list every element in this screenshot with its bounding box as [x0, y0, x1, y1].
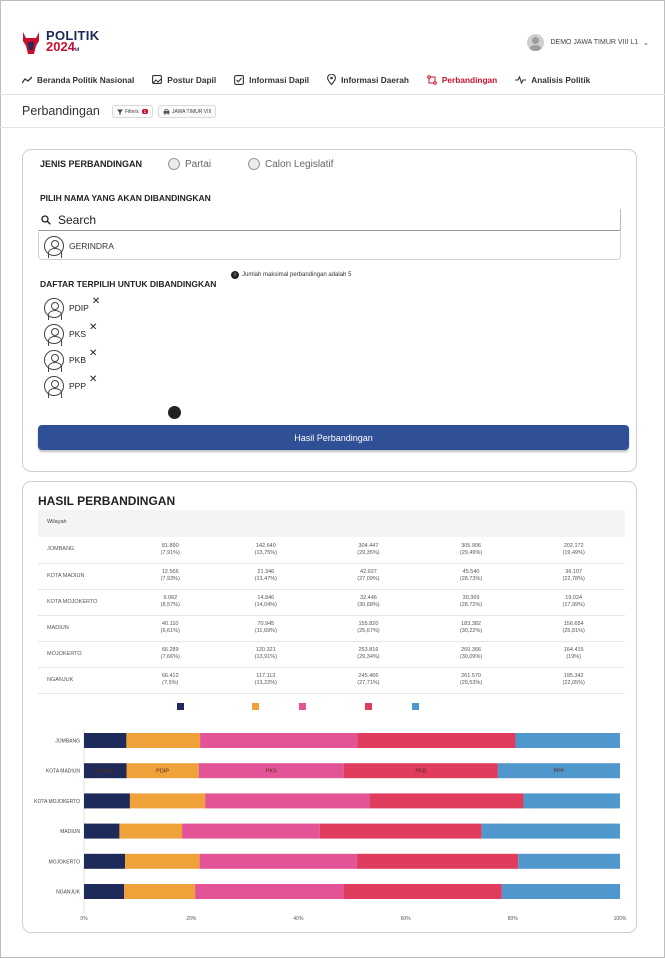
legend-swatch-5: [412, 703, 419, 710]
cell-percent: (25,67%): [357, 628, 380, 634]
legend-swatch-1: [177, 703, 184, 710]
table-cell: [522, 615, 625, 641]
bar-segment[interactable]: [200, 854, 357, 869]
cell-votes: 261.570: [461, 673, 481, 679]
logo[interactable]: [20, 30, 99, 56]
table-cell: [522, 589, 625, 615]
logo-text-politik: POLITIK: [46, 28, 100, 43]
cell-percent: (22,05%): [562, 680, 585, 686]
table-cell: [126, 589, 215, 615]
table-row: [38, 641, 625, 667]
cell-wilayah: KOTA MOJOKERTO: [38, 589, 126, 615]
cell-percent: (25,81%): [562, 628, 585, 634]
cell-votes: 155.820: [358, 621, 379, 627]
bar-segment[interactable]: [84, 854, 125, 869]
results-title: HASIL PERBANDINGAN: [38, 494, 176, 508]
segment-label: Gerindra: [94, 768, 116, 775]
table-cell: [126, 615, 215, 641]
cell-percent: (14,04%): [254, 602, 277, 608]
remove-icon[interactable]: ✕: [89, 321, 98, 333]
cell-percent: (29,53%): [459, 680, 483, 686]
radio-circle[interactable]: [168, 158, 180, 170]
cursor-dot: [168, 406, 181, 419]
cell-percent: (29,49%): [459, 549, 483, 556]
cell-votes: 304.447: [358, 542, 379, 549]
cell-percent: (29,34%): [357, 654, 380, 660]
suggestion-label: GERINDRA: [69, 240, 114, 251]
remove-icon[interactable]: ✕: [89, 347, 98, 359]
cell-percent: (19,49%): [562, 549, 585, 556]
cell-votes: 70.945: [257, 621, 275, 627]
cell-votes: 245.466: [358, 673, 379, 679]
nav-label: Informasi Daerah: [341, 74, 409, 85]
bar-segment[interactable]: [518, 854, 620, 869]
table-cell: [317, 641, 420, 667]
x-tick-label: 60%: [400, 916, 411, 923]
segment-label: PDIP: [156, 768, 170, 775]
x-tick-label: 40%: [293, 916, 304, 923]
bar-segment[interactable]: [482, 824, 620, 839]
segment-label: PKS: [265, 768, 277, 775]
user-avatar-icon: [44, 298, 64, 318]
table-cell: [126, 563, 215, 589]
table-cell: [522, 563, 625, 589]
cell-votes: 9.062: [163, 595, 178, 601]
user-name: DEMO JAWA TIMUR VIII L1: [550, 39, 639, 46]
cell-wilayah: MOJOKERTO: [38, 641, 126, 667]
cell-votes: 66.412: [161, 673, 179, 679]
bar-segment[interactable]: [125, 854, 200, 869]
category-label: MADIUN: [60, 829, 80, 836]
table-cell: [317, 537, 420, 563]
user-avatar-icon: [44, 376, 64, 396]
cell-wilayah: MADIUN: [38, 615, 126, 641]
table-row: [38, 667, 625, 693]
nav-item-postur-dapil[interactable]: [152, 74, 216, 85]
info-text: Jumlah maksimal perbandingan adalah 5: [242, 272, 352, 278]
vehicle-icon: [163, 109, 170, 115]
selected-item-pks: [44, 321, 98, 344]
nav-label: Postur Dapil: [167, 74, 217, 85]
search-placeholder: Search: [58, 212, 97, 227]
logo-text-suffix: id: [74, 47, 80, 53]
cell-percent: (19%): [566, 654, 582, 660]
bar-segment[interactable]: [502, 884, 620, 899]
selected-label: PDIP: [69, 303, 89, 313]
cell-votes: 36.107: [565, 569, 583, 575]
filters-label: Filters: [125, 108, 139, 115]
selected-label: PKS: [69, 329, 87, 339]
cell-votes: 32.446: [360, 595, 377, 601]
remove-icon[interactable]: ✕: [89, 373, 98, 385]
cell-votes: 195.342: [563, 673, 584, 679]
cell-percent: (7,91%): [160, 549, 180, 556]
bar-segment[interactable]: [195, 884, 344, 899]
nav-item-beranda[interactable]: [22, 74, 134, 85]
cell-votes: 66.289: [161, 647, 179, 653]
results-panel: [22, 481, 637, 933]
user-avatar-icon: [44, 236, 64, 256]
table-cell: [420, 537, 523, 563]
cell-percent: (30,09%): [459, 654, 483, 660]
cell-votes: 142.640: [255, 542, 276, 549]
table-cell: [215, 537, 318, 563]
cell-votes: 12.566: [161, 569, 179, 575]
filters-button[interactable]: [112, 105, 153, 118]
radio-partai[interactable]: [168, 158, 211, 170]
cell-votes: 40.110: [162, 621, 179, 627]
cell-percent: (30,22%): [459, 628, 483, 634]
selected-label: PPP: [69, 381, 87, 391]
cell-votes: 202.172: [563, 542, 584, 549]
segment-label: PPP: [553, 768, 565, 775]
x-tick-label: 20%: [186, 916, 197, 923]
x-tick-label: 80%: [507, 916, 518, 923]
cell-percent: (28,73%): [459, 576, 483, 582]
nav-item-informasi-dapil[interactable]: [234, 74, 309, 85]
table-cell: [126, 641, 215, 667]
cell-wilayah: NGANJUK: [38, 667, 126, 693]
legend-swatch-3: [299, 703, 306, 710]
page-title: Perbandingan: [22, 104, 100, 118]
cell-votes: 14.846: [257, 595, 275, 601]
cell-votes: 81.890: [161, 542, 179, 549]
nav-label: Informasi Dapil: [249, 74, 310, 85]
cell-votes: 30.369: [462, 595, 480, 601]
table-cell: [215, 667, 318, 693]
table-cell: [317, 667, 420, 693]
cell-votes: 120.321: [255, 647, 276, 653]
x-tick-label: 100%: [613, 916, 627, 923]
bar-segment[interactable]: [344, 884, 502, 899]
cell-votes: 156.654: [563, 621, 584, 627]
legend-swatch-2: [252, 703, 259, 710]
bar-segment[interactable]: [84, 824, 119, 839]
user-menu[interactable]: [527, 34, 649, 51]
table-cell: [522, 537, 625, 563]
radio-label: Calon Legislatif: [265, 158, 334, 170]
cell-votes: 117.113: [256, 673, 276, 679]
table-cell: [420, 667, 523, 693]
category-label: JOMBANG: [55, 738, 80, 745]
cell-percent: (13,75%): [254, 549, 277, 556]
image-icon: [152, 75, 162, 84]
nav-item-informasi-daerah[interactable]: [327, 74, 409, 85]
selected-item-pkb: [44, 347, 98, 370]
cell-votes: 305.906: [461, 542, 481, 549]
radio-calon-legislatif[interactable]: [248, 158, 333, 170]
filters-count-badge: 1: [143, 109, 147, 114]
trend-line-icon: [22, 76, 32, 84]
table-cell: [420, 615, 523, 641]
table-header: [38, 510, 625, 537]
logo-text-year: 2024: [46, 39, 75, 54]
cell-percent: (7,66%): [160, 654, 180, 660]
search-input[interactable]: [38, 209, 621, 231]
cell-percent: (29,35%): [357, 549, 380, 556]
region-label: JAWA TIMUR VIII: [172, 108, 212, 115]
cell-percent: (13,22%): [254, 680, 277, 686]
table-cell: [317, 589, 420, 615]
radio-circle[interactable]: [248, 158, 260, 170]
main-nav: [22, 74, 608, 85]
search-icon: [41, 215, 51, 225]
cell-votes: 164.415: [563, 647, 584, 653]
cell-percent: (28,72%): [459, 602, 483, 608]
table-cell: [420, 589, 523, 615]
divider: [0, 127, 665, 128]
comparison-form-panel: [22, 149, 637, 472]
table-cell: [522, 641, 625, 667]
user-avatar-icon: [44, 350, 64, 370]
bar-segment[interactable]: [357, 854, 518, 869]
selected-label: PKB: [69, 355, 87, 365]
pulse-icon: [515, 76, 526, 84]
table-cell: [215, 641, 318, 667]
cell-percent: (30,68%): [357, 602, 380, 608]
table-cell: [215, 563, 318, 589]
bar-segment[interactable]: [370, 793, 524, 808]
logo-bull-icon: [20, 30, 42, 56]
cell-percent: (8,57%): [160, 602, 180, 608]
cell-votes: 183.382: [461, 621, 481, 627]
table-row: [38, 563, 625, 589]
cell-wilayah: JOMBANG: [38, 537, 126, 563]
category-label: KOTA MADIUN: [45, 768, 80, 775]
table-cell: [215, 615, 318, 641]
cell-percent: (27,09%): [357, 576, 380, 582]
user-avatar-icon: [44, 324, 64, 344]
cell-percent: (6,61%): [160, 628, 180, 634]
radio-label: Partai: [185, 158, 212, 170]
bar-segment[interactable]: [119, 824, 182, 839]
bar-segment[interactable]: [320, 824, 482, 839]
selected-item-ppp: [44, 373, 98, 396]
table-cell: [317, 615, 420, 641]
cell-percent: (11,69%): [254, 628, 277, 634]
category-label: MOJOKERTO: [48, 859, 80, 866]
table-cell: [126, 667, 215, 693]
region-chip[interactable]: [158, 105, 216, 118]
bar-segment[interactable]: [205, 793, 369, 808]
max-info-note: [231, 271, 351, 279]
cell-percent: (27,71%): [357, 680, 380, 686]
daftar-terpilih-label: DAFTAR TERPILIH UNTUK DIBANDINGKAN: [40, 279, 217, 289]
info-icon: i: [231, 271, 239, 279]
cell-votes: 42.927: [360, 569, 377, 575]
bar-segment[interactable]: [357, 733, 515, 748]
compare-icon: [427, 75, 437, 85]
x-tick-label: 0%: [80, 916, 88, 923]
stacked-bar-chart: [23, 727, 636, 927]
cell-percent: (17,99%): [562, 602, 585, 608]
selected-item-pdip: [44, 295, 101, 318]
avatar: [527, 34, 544, 51]
table-cell: [317, 563, 420, 589]
category-label: KOTA MOJOKERTO: [34, 798, 80, 805]
cell-percent: (22,78%): [562, 576, 585, 582]
bar-segment[interactable]: [200, 733, 357, 748]
bar-segment[interactable]: [84, 733, 126, 748]
nav-item-perbandingan[interactable]: [427, 74, 497, 85]
bar-segment[interactable]: [130, 793, 205, 808]
nav-label: Perbandingan: [441, 74, 498, 85]
table-cell: [215, 589, 318, 615]
table-cell: [420, 563, 523, 589]
cell-votes: 260.366: [461, 647, 481, 653]
table-cell: [126, 537, 215, 563]
table-cell: [522, 667, 625, 693]
table-row: [38, 615, 625, 641]
legend-swatch-4: [365, 703, 372, 710]
cell-votes: 45.540: [462, 569, 480, 575]
bar-segment[interactable]: [84, 884, 124, 899]
segment-label: PKB: [415, 768, 427, 775]
table-cell: [420, 641, 523, 667]
category-label: NGANJUK: [56, 889, 80, 896]
checkbox-icon: [234, 75, 244, 85]
chevron-down-icon: ⌄: [643, 39, 649, 47]
cell-percent: (13,91%): [254, 654, 277, 660]
bar-segment[interactable]: [84, 793, 130, 808]
bar-segment[interactable]: [182, 824, 320, 839]
results-table: [38, 537, 625, 694]
cell-percent: (7,5%): [162, 680, 179, 686]
cell-votes: 19.024: [565, 595, 583, 601]
bar-segment[interactable]: [124, 884, 195, 899]
filter-icon: [117, 109, 123, 115]
nav-label: Analisis Politik: [531, 74, 591, 85]
map-pin-icon: [327, 74, 336, 85]
cell-votes: 21.346: [257, 569, 275, 575]
bar-segment[interactable]: [515, 733, 619, 748]
cell-percent: (7,93%): [160, 576, 180, 582]
jenis-perbandingan-label: JENIS PERBANDINGAN: [40, 159, 143, 169]
cell-votes: 253.816: [358, 647, 379, 653]
bar-segment[interactable]: [524, 793, 620, 808]
nav-item-analisis-politik[interactable]: [515, 74, 590, 85]
remove-icon[interactable]: ✕: [91, 295, 101, 307]
suggestion-item-gerindra[interactable]: [38, 232, 621, 260]
bar-segment[interactable]: [126, 733, 200, 748]
table-row: [38, 537, 625, 563]
hasil-perbandingan-button[interactable]: Hasil Perbandingan: [38, 425, 629, 450]
col-wilayah: Wilayah: [47, 519, 67, 525]
nav-label: Beranda Politik Nasional: [37, 74, 135, 85]
divider: [0, 94, 665, 95]
cell-percent: (13,47%): [254, 576, 277, 582]
pilih-nama-label: PILIH NAMA YANG AKAN DIBANDINGKAN: [40, 193, 211, 203]
table-row: [38, 589, 625, 615]
cell-wilayah: KOTA MADIUN: [38, 563, 126, 589]
